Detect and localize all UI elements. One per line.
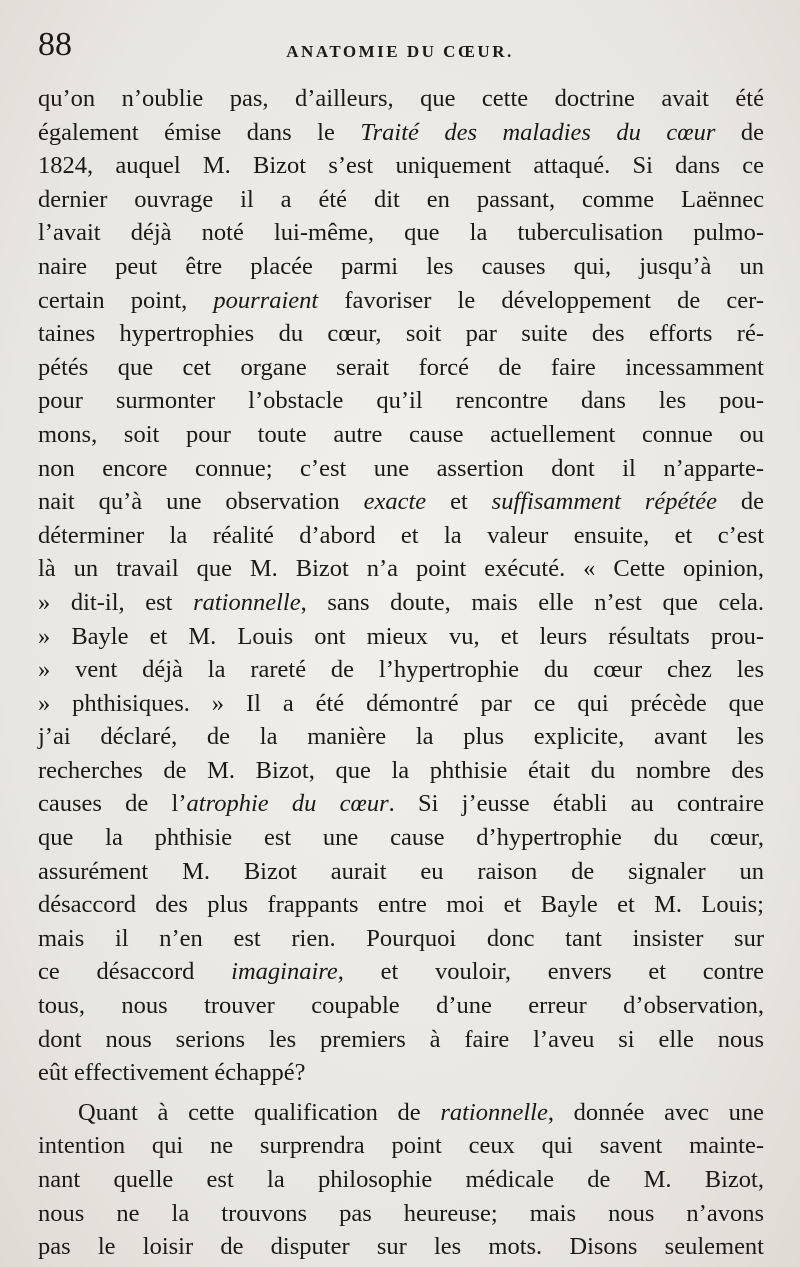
text-run: certain point,	[38, 286, 214, 314]
italic-phrase: exacte	[363, 488, 427, 516]
text-run: , et vouloir, envers et contre	[337, 958, 764, 986]
text-run: également émise dans le	[38, 118, 361, 146]
text-run: et	[426, 488, 492, 516]
text-run: favoriser le développement de cer-	[318, 286, 764, 314]
text-line: dont nous serions les premiers à faire l’aveu si elle nous	[38, 1025, 764, 1053]
text-run: . Si j’eusse établi au contraire	[388, 790, 764, 818]
text-line: assurément M. Bizot aurait eu raison de signaler un	[38, 857, 764, 885]
text-line	[38, 1096, 764, 1130]
text-line: là un travail que M. Bizot n’a point exécuté. « Cette opinion,	[38, 555, 764, 583]
text-run: de	[715, 118, 765, 146]
paragraph-2	[38, 1096, 764, 1264]
italic-phrase: imaginaire	[231, 958, 338, 986]
text-run: Quant à cette qualification de	[78, 1098, 441, 1126]
text-line: pas le loisir de disputer sur les mots. Disons seulement	[38, 1233, 764, 1261]
text-line: pour surmonter l’obstacle qu’il rencontre dans les pou-	[38, 387, 764, 415]
text-run: , donnée avec une	[547, 1098, 764, 1126]
text-line: intention qui ne surprendra point ceux qui savent mainte-	[38, 1132, 764, 1160]
italic-phrase: suffisamment répétée	[491, 488, 717, 516]
italic-phrase: pourraient	[213, 286, 319, 314]
text-run: » dit-il, est	[38, 588, 194, 616]
text-line: désaccord des plus frappants entre moi et Bayle et M. Louis;	[38, 891, 764, 919]
text-line: j’ai déclaré, de la manière la plus explicite, avant les	[38, 723, 764, 751]
text-line	[38, 955, 764, 989]
running-title: ANATOMIE DU CŒUR.	[286, 42, 514, 61]
text-line	[38, 116, 764, 150]
text-line: » vent déjà la rareté de l’hypertrophie du cœur chez les	[38, 656, 764, 684]
text-run: causes de l’	[38, 790, 187, 818]
text-line: l’avait déjà noté lui-même, que la tuberculisation pulmo-	[38, 219, 764, 247]
text-line: eût effectivement échappé?	[38, 1059, 306, 1087]
italic-phrase: atrophie du cœur	[186, 790, 389, 818]
italic-phrase: rationnelle	[193, 588, 301, 616]
italic-phrase: Traité des maladies du cœur	[360, 118, 716, 146]
text-line	[38, 284, 764, 318]
text-line: non encore connue; c’est une assertion dont il n’apparte-	[38, 454, 764, 482]
text-line	[38, 485, 764, 519]
text-line	[38, 586, 764, 620]
text-line: naire peut être placée parmi les causes qui, jusqu’à un	[38, 252, 764, 280]
text-line: tous, nous trouver coupable d’une erreur d’observation,	[38, 992, 764, 1020]
text-run: nait qu’à une observation	[38, 488, 364, 516]
page-number: 88	[38, 26, 72, 63]
text-line: déterminer la réalité d’abord et la valeur ensuite, et c’est	[38, 521, 764, 549]
text-run: de	[716, 488, 765, 516]
text-line: mons, soit pour toute autre cause actuellement connue ou	[38, 420, 764, 448]
page-header	[36, 26, 764, 70]
body-text	[38, 82, 764, 1264]
text-line: mais il n’en est rien. Pourquoi donc tant insister sur	[38, 924, 764, 952]
text-line: pétés que cet organe serait forcé de faire incessamment	[38, 353, 764, 381]
text-line: » Bayle et M. Louis ont mieux vu, et leurs résultats prou-	[38, 622, 764, 650]
text-line: nous ne la trouvons pas heureuse; mais nous n’avons	[38, 1199, 764, 1227]
text-line: qu’on n’oublie pas, d’ailleurs, que cette doctrine avait été	[38, 85, 764, 112]
text-line: taines hypertrophies du cœur, soit par suite des efforts ré-	[38, 320, 764, 348]
text-line: recherches de M. Bizot, que la phthisie était du nombre des	[38, 756, 764, 784]
text-line	[38, 787, 764, 821]
text-run: , sans doute, mais elle n’est que cela.	[300, 588, 765, 616]
text-line: 1824, auquel M. Bizot s’est uniquement attaqué. Si dans ce	[38, 152, 764, 180]
text-line: » phthisiques. » Il a été démontré par ce qui précède que	[38, 689, 764, 717]
text-run: ce désaccord	[38, 958, 232, 986]
text-line: nant quelle est la philosophie médicale de M. Bizot,	[38, 1166, 764, 1193]
text-line: dernier ouvrage il a été dit en passant, comme Laënnec	[38, 185, 764, 213]
paragraph-1	[38, 82, 764, 1090]
text-line: que la phthisie est une cause d’hypertrophie du cœur,	[38, 824, 764, 852]
italic-phrase: rationnelle	[440, 1098, 548, 1126]
